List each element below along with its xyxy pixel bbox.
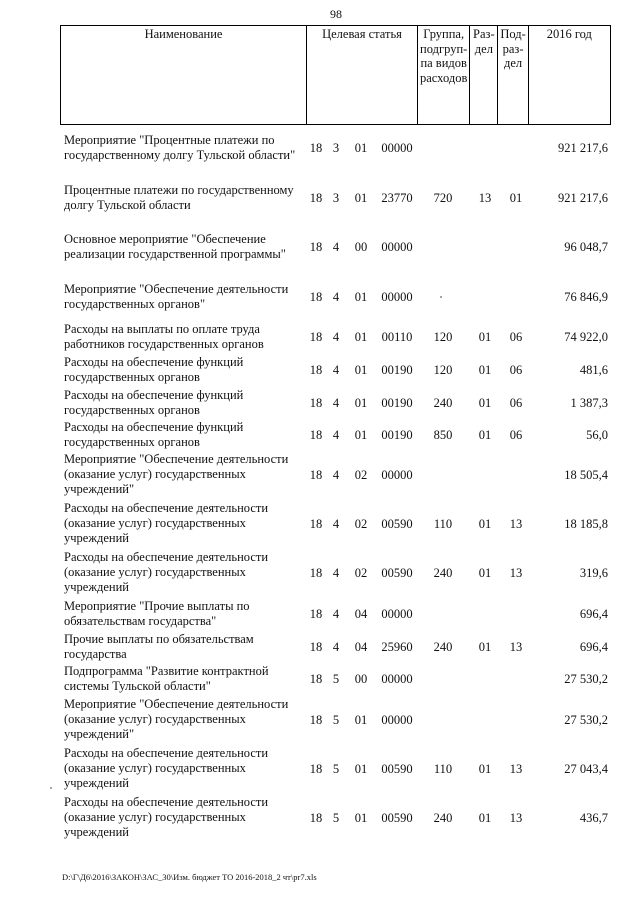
amount: 696,4 (579, 640, 608, 654)
amount: 74 922,0 (564, 330, 608, 344)
header-subsection: Под- раз- дел (498, 26, 528, 125)
amount: 436,7 (579, 811, 608, 825)
amount: 27 043,4 (564, 762, 608, 776)
file-path-footer: D:\Г\Д6\2016\ЗАКОН\ЗАС_30\Изм. бюджет ТО 2016-2018_2 чт\pr7.xls (62, 872, 317, 882)
amount: 96 048,7 (564, 240, 608, 254)
amount: 56,0 (586, 428, 608, 442)
amount: 18 185,8 (564, 517, 608, 531)
table-body: Мероприятие "Процентные платежи по государственному долгу Тульской области" 18 3 01 00000 921 217,6 Процентные платежи по государственному долгу Тульской области 18 3 01 23770 720 13 01 921 217,6 Основное мероприятие "Обеспечение реализации государственной программы" 18 4 00 00000 96 048,7 Мероприятие "Обеспечение деятельности государственных органов" 18 4 01 00000 76 846,9 Расходы на выплаты по оплате труда работников государственных органов 18 4 01 00110 120 01 06 74 922,0 Расходы на обеспечение функций государственных органов 18 4 01 00190 120 01 06 481,6 Расходы на обеспечение функций государственных органов 18 4 01 00190 240 01 06 1 387,3 Расходы на обеспечение функций государственных органов 18 4 01 00190 850 01 06 56,0 Мероприятие "Обеспечение деятельности (оказание услуг) государственных учреждений" 18 4 02 00000 18 505,4 Расходы на обеспечение деятельности (оказание услуг) государственных учреждений 18 4 02 00590 110 01 13 18 185,8 Расходы на обеспечение деятельности (оказание услуг) государственных учреждений 18 4 02 00590 240 01 13 319,6 Мероприятие "Прочие выплаты по обязательствам государства" 18 4 04 00000 696,4 Прочие выплаты по обязательствам государства 18 4 04 25960 240 01 13 696,4 Подпрограмма "Развитие контрактной системы Тульской области" 18 5 00 00000 27 530,2 Мероприятие "Обеспечение деятельности (оказание услуг) государственных учреждений" 18 5 01 00000 27 530,2 Расходы на обеспечение деятельности (оказание услуг) государственных учреждений 18 5 01 00590 110 01 13 27 043,4 Расходы на обеспечение деятельности (оказание услуг) государственных учреждений 18 5 01 00590 240 01 13 436,7 (64, 133, 608, 839)
header-target: Целевая статья (307, 26, 418, 125)
header-year: 2016 год (528, 26, 610, 125)
amount: 27 530,2 (564, 672, 608, 686)
amount: 319,6 (579, 566, 608, 580)
amount: 18 505,4 (564, 468, 608, 482)
amount: 696,4 (579, 607, 608, 621)
scan-speck (50, 787, 52, 789)
header-group: Группа, подгруп- па видов расходов (418, 26, 470, 125)
amount: 27 530,2 (564, 713, 608, 727)
header-section: Раз- дел (470, 26, 498, 125)
amount: 1 387,3 (570, 396, 608, 410)
amount: 76 846,9 (564, 290, 608, 304)
amount: 481,6 (579, 363, 608, 377)
amount: 921 217,6 (558, 191, 608, 205)
amount: 921 217,6 (558, 141, 608, 155)
scan-speck (440, 296, 442, 298)
page-number: 98 (330, 7, 342, 21)
header-name: Наименование (61, 26, 307, 125)
